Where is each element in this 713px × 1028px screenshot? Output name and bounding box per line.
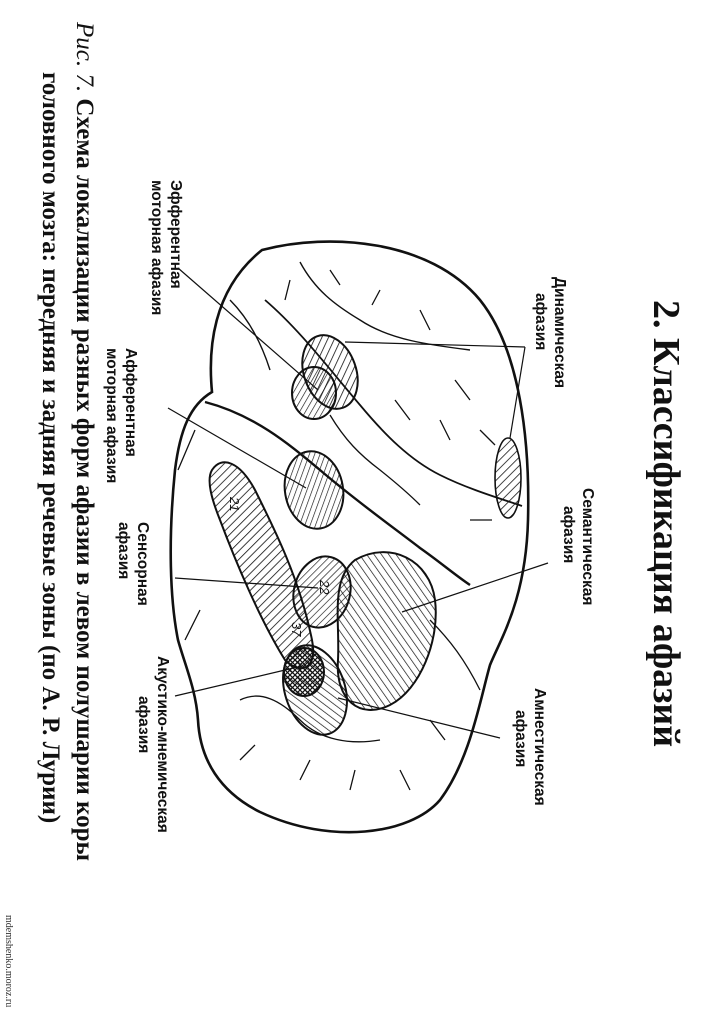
area-number-37: 37 (289, 622, 304, 637)
figure-caption-line-2: головного мозга: передняя и задняя речевые зоны (по А. Р. Лурии) (37, 72, 64, 824)
watermark: mdemshenko.moroz.ru (3, 915, 14, 1008)
zone-afferent-aphasia (279, 447, 350, 534)
area-number-21: 21 (227, 497, 242, 512)
label-amnestic-aphasia: Амнестическая афазия (512, 688, 548, 806)
figure-caption-line-1 (70, 22, 98, 861)
figure-caption-text-1: Схема локализации разных форм афазии в левом полушарии коры (71, 98, 98, 862)
zone-semantic-aphasia (338, 552, 436, 710)
area-number-22: 22 (317, 580, 332, 595)
label-sensory-aphasia: Сенсорная афазия (115, 522, 151, 606)
brain-outline (171, 242, 529, 833)
label-dynamic-aphasia: Динамическая афазия (532, 277, 568, 389)
zone-acoustic-mnemonic (284, 648, 324, 696)
figure-caption-lead: Рис. 7. (71, 22, 98, 93)
label-efferent-aphasia: Эфферентная моторная афазия (148, 180, 184, 316)
zone-efferent-aphasia (292, 367, 336, 419)
label-acoustic-mnemonic-aphasia: Акустико-мнемическая афазия (135, 656, 171, 833)
label-afferent-aphasia: Афферентная моторная афазия (103, 348, 139, 484)
zone-semantic-frontal (495, 438, 521, 518)
page-title: 2. Классификация афазий (645, 300, 687, 748)
label-semantic-aphasia: Семантическая афазия (560, 488, 596, 606)
